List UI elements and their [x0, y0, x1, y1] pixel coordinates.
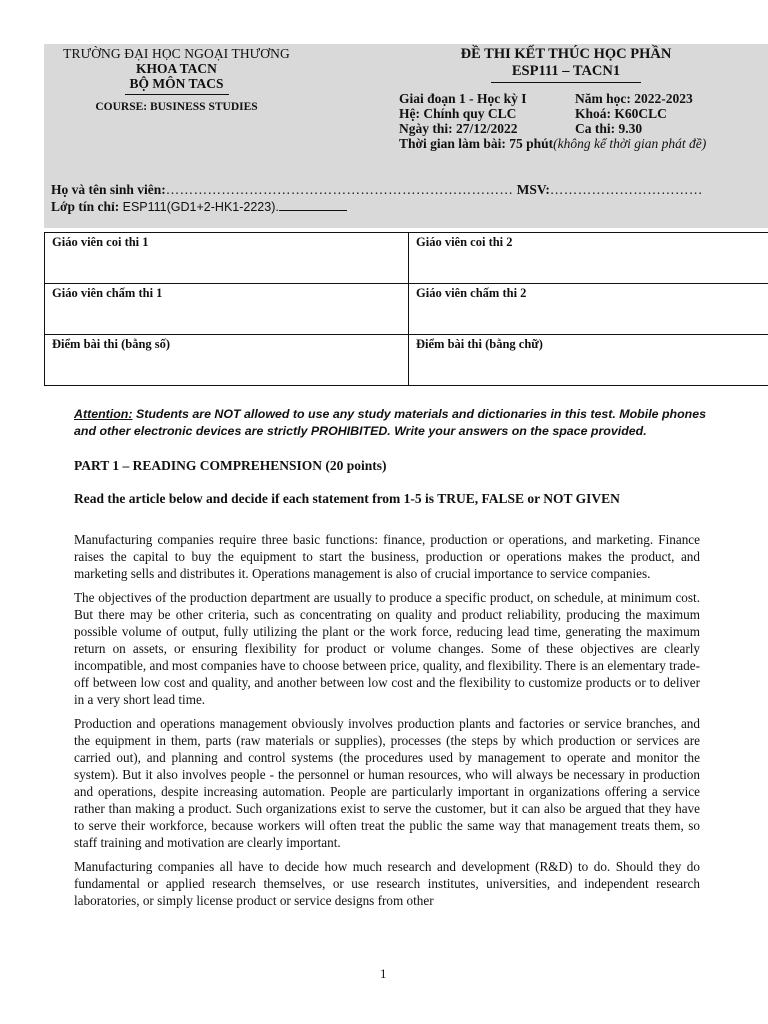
class-line — [51, 198, 731, 216]
reading-article — [74, 531, 700, 916]
table-row — [45, 335, 768, 386]
attention-notice — [74, 406, 714, 440]
duration-text: Thời gian làm bài: 75 phút — [399, 136, 554, 151]
program: Hệ: Chính quy CLC — [399, 106, 517, 121]
info-row — [399, 121, 733, 136]
exam-info-block — [399, 46, 733, 151]
exam-info-grid — [399, 91, 733, 151]
exam-code: ESP111 – TACN1 — [511, 63, 621, 79]
table-row — [45, 284, 768, 335]
score-number-cell[interactable]: Điểm bài thi (bằng số) — [45, 335, 409, 386]
course-name: COURSE: BUSINESS STUDIES — [95, 101, 258, 113]
exam-date: Ngày thi: 27/12/2022 — [399, 121, 518, 136]
exam-duration — [399, 136, 733, 151]
score-words-cell[interactable]: Điểm bài thi (bằng chữ) — [409, 335, 768, 386]
proctor-1-cell[interactable]: Giáo viên coi thi 1 — [45, 233, 409, 284]
grader-2-cell[interactable]: Giáo viên chấm thi 2 — [409, 284, 768, 335]
page-number: 1 — [380, 966, 387, 981]
article-paragraph: Production and operations management obviously involves production plants and factories or service branches, and the equipment in them, parts (raw materials or supplies), processes (the steps by which production or services are carried out), and planning and control systems (the procedures used by management to operate and monitor the system). But it also involves people - the personnel or human resources, who will always be necessary in production and operations, despite increasing automation. People are particularly important in organizations offering a service rather than making a product. Such organizations exist to serve the customer, but it can also be argued that they have to serve their workforce, because workers will often treat the public the same way that management treats them, so staff training and motivation are clearly important. — [74, 716, 700, 850]
cohort: Khoá: K60CLC — [575, 106, 667, 121]
info-row — [399, 91, 733, 106]
proctor-2-cell[interactable]: Giáo viên coi thi 2 — [409, 233, 768, 284]
duration-note: (không kể thời gian phát đề) — [553, 136, 707, 151]
department-name: BỘ MÔN TACS — [129, 76, 224, 91]
exam-session: Ca thi: 9.30 — [575, 121, 643, 136]
grader-1-cell[interactable]: Giáo viên chấm thi 1 — [45, 284, 409, 335]
article-paragraph: Manufacturing companies all have to decide how much research and development (R&D) to do. Should they do fundamental or applied research themselves, or use research institutes, universities, and independent research laboratories, or simply license product or service designs from other — [74, 859, 700, 908]
school-year: Năm học: 2022-2023 — [575, 91, 693, 106]
student-id-field[interactable]: …………………………… — [549, 182, 703, 197]
attention-label: Attention: — [74, 407, 133, 421]
divider — [491, 82, 641, 83]
faculty-name: KHOA TACN — [136, 61, 217, 76]
student-name-label: Họ và tên sinh viên: — [51, 182, 166, 197]
part-1-instruction: Read the article below and decide if each statement from 1-5 is TRUE, FALSE or NOT GIVEN — [74, 491, 620, 506]
student-name-field[interactable]: ………………………………………………………………… — [165, 182, 514, 197]
attention-text: Students are NOT allowed to use any study materials and dictionaries in this test. Mobile phones and other electronic devices are strictly PROHIBITED. Write your answers on the space provided. — [74, 407, 707, 438]
grading-table — [44, 232, 768, 386]
info-row — [399, 106, 733, 121]
exam-stage: Giai đoạn 1 - Học kỳ I — [399, 91, 527, 106]
table-row — [45, 233, 768, 284]
divider — [125, 94, 229, 95]
exam-header — [44, 44, 768, 228]
class-blank[interactable] — [279, 198, 347, 211]
exam-title — [399, 46, 733, 83]
class-label: Lớp tín chỉ: — [51, 199, 120, 214]
school-name: TRƯỜNG ĐẠI HỌC NGOẠI THƯƠNG — [63, 46, 290, 61]
student-name-line — [51, 181, 731, 198]
exam-title-text: ĐỀ THI KẾT THÚC HỌC PHẦN — [460, 46, 672, 62]
class-value: ESP111(GD1+2-HK1-2223). — [122, 200, 279, 214]
article-paragraph: Manufacturing companies require three basic functions: finance, production or operations, and marketing. Finance raises the capital to buy the equipment to start the business, production or operations makes the product, and marketing sells and distributes it. Operations management is also of crucial importance to service companies. — [74, 532, 700, 581]
student-info — [51, 181, 731, 216]
school-block — [44, 46, 309, 115]
part-1-title: PART 1 – READING COMPREHENSION (20 points) — [74, 458, 387, 473]
article-paragraph: The objectives of the production department are usually to produce a specific product, on schedule, at minimum cost. But there may be other criteria, such as concentrating on quality and product reliability, producing the maximum possible volume of output, fully utilizing the plant or the work force, reducing lead time, generating the maximum return on assets, or ensuring flexibility for product or volume changes. Some of these objectives are clearly incompatible, and most companies have to choose between price, quality, and flexibility. There is an elementary trade-off between low cost and quality, and another between low cost and the flexibility to customize products or to deliver in a very short lead time. — [74, 590, 700, 707]
student-id-label: MSV: — [516, 182, 550, 197]
